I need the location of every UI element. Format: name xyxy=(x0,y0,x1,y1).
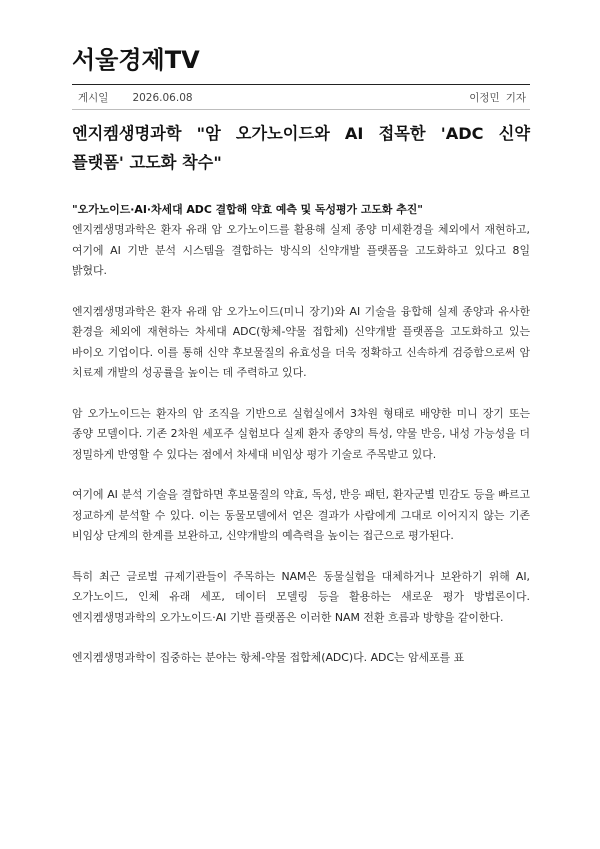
publication-logo[interactable]: 서울경제TV xyxy=(72,46,200,74)
reporter-name[interactable]: 이정민 xyxy=(469,92,500,104)
body-paragraph: 엔지켐생명과학이 집중하는 분야는 항체-약물 접합체(ADC)다. ADC는 암세포를 표 xyxy=(72,651,465,664)
body-paragraph: 여기에 AI 분석 기술을 결합하면 후보물질의 약효, 독성, 반응 패턴, 환자군별 민감도 등을 빠르고 정교하게 분석할 수 있다. 이는 동물모델에서 얻은 결과가 사람에게 그대로 이어지지 않는 기존 비임상 단계의 한계를 보완하고, 신약개발의 예측력을 높이는 접근으로 평가된다. xyxy=(72,488,530,542)
publish-info xyxy=(78,90,193,105)
article-headline: 엔지켐생명과학 "암 오가노이드와 AI 접목한 'ADC 신약 플랫폼' 고도화 착수" xyxy=(72,124,530,172)
byline xyxy=(469,90,526,105)
article-meta-bar xyxy=(72,84,530,110)
publish-date: 2026.06.08 xyxy=(132,92,193,104)
body-paragraph: 엔지켐생명과학은 환자 유래 암 오가노이드(미니 장기)와 AI 기술을 융합해 실제 종양과 유사한 환경을 체외에 재현하는 차세대 ADC(항체-약물 접합체) 신약개발 플랫폼을 고도화하고 있는 바이오 기업이다. 이를 통해 신약 후보물질의 유효성을 더욱 정확하고 신속하게 검증함으로써 암 치료제 개발의 성공률을 높이는 데 주력하고 있다. xyxy=(72,304,530,379)
publish-label: 게시일 xyxy=(78,92,109,104)
article-subhead: "오가노이드·AI·차세대 ADC 결합해 약효 예측 및 독성평가 고도화 추진" xyxy=(72,203,423,216)
body-paragraph: 암 오가노이드는 환자의 암 조직을 기반으로 실험실에서 3차원 형태로 배양한 미니 장기 또는 종양 모델이다. 기존 2차원 세포주 실험보다 실제 환자 종양의 특성, 약물 반응, 내성 가능성을 더 정밀하게 반영할 수 있다는 점에서 차세대 비임상 평가 기술로 주목받고 있다. xyxy=(72,406,530,461)
body-paragraph: 특히 최근 글로벌 규제기관들이 주목하는 NAM은 동물실험을 대체하거나 보완하기 위해 AI, 오가노이드, 인체 유래 세포, 데이터 모델링 등을 활용하는 새로운 평가 방법론이다. 엔지켐생명과학의 오가노이드·AI 기반 플랫폼은 이러한 NAM 전환 흐름과 방향을 같이한다. xyxy=(72,569,530,624)
article-body xyxy=(72,220,530,689)
reporter-role: 기자 xyxy=(505,92,526,104)
body-paragraph: 엔지켐생명과학은 환자 유래 암 오가노이드를 활용해 실제 종양 미세환경을 체외에서 재현하고, 여기에 AI 기반 분석 시스템을 결합하는 방식의 신약개발 플랫폼을 고도화하고 있다고 8일 밝혔다. xyxy=(72,223,530,277)
